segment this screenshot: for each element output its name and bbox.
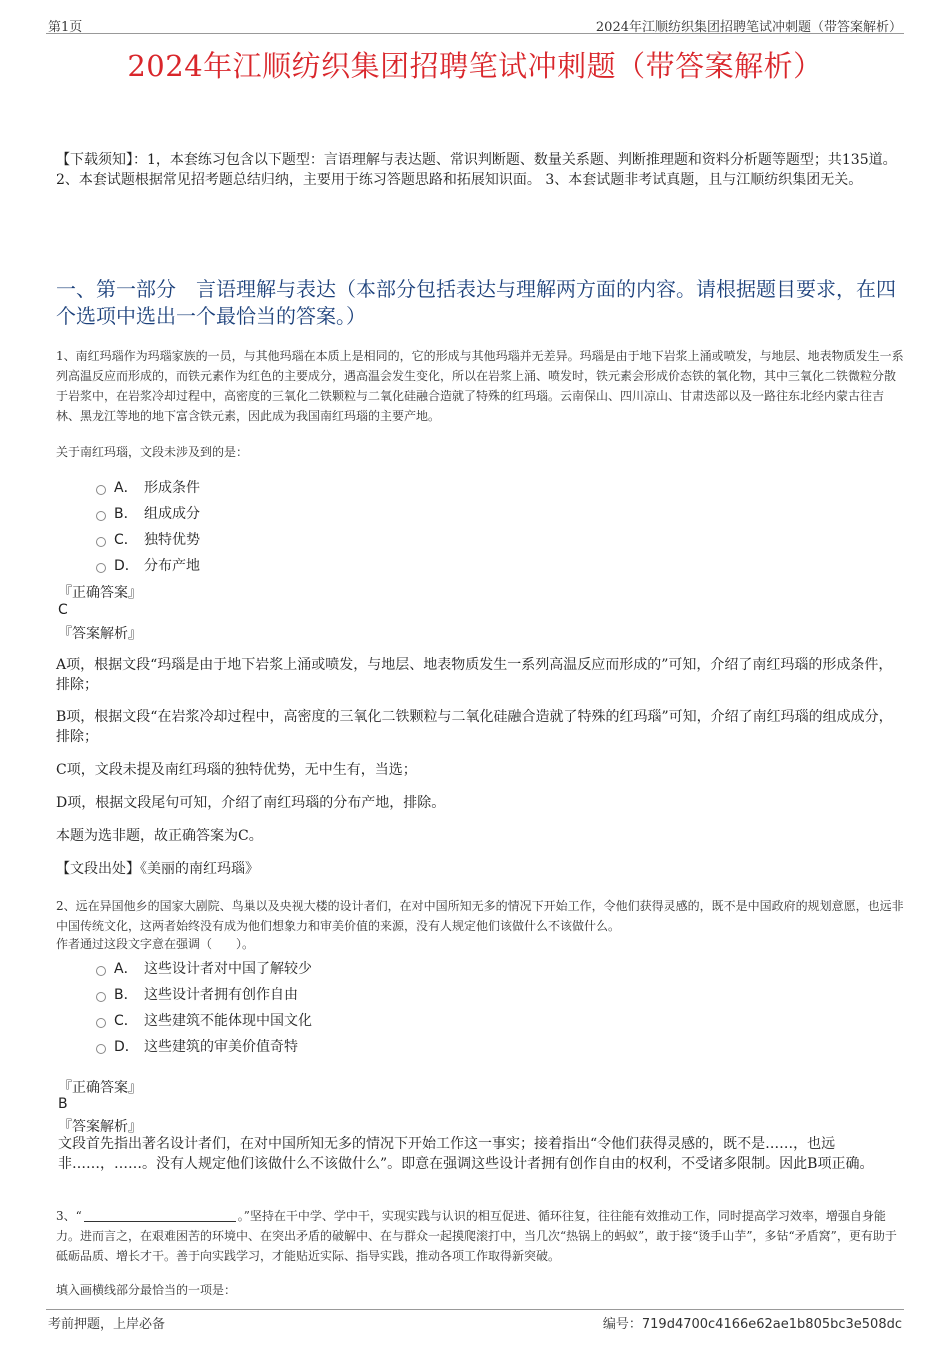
q1-option-b[interactable]: B． 组成成分 <box>96 503 200 523</box>
q2-option-a[interactable]: A． 这些设计者对中国了解较少 <box>96 958 312 978</box>
radio-icon[interactable] <box>96 992 106 1002</box>
header-doc-title: 2024年江顺纺织集团招聘笔试冲刺题（带答案解析） <box>595 20 902 35</box>
q2-answer-label: 『正确答案』 <box>58 1080 142 1096</box>
q1-analysis-d: D项，根据文段尾句可知，介绍了南红玛瑙的分布产地，排除。 <box>56 795 446 811</box>
fill-blank-line <box>84 1208 236 1222</box>
q2-option-c[interactable]: C． 这些建筑不能体现中国文化 <box>96 1010 312 1030</box>
q3-passage-block <box>56 1206 904 1266</box>
footer-divider <box>46 1309 904 1310</box>
q1-source: 【文段出处】《美丽的南红玛瑙》 <box>56 861 259 877</box>
q2-option-d[interactable]: D． 这些建筑的审美价值奇特 <box>96 1036 298 1056</box>
radio-icon[interactable] <box>96 563 106 573</box>
section-heading: 一、第一部分 言语理解与表达（本部分包括表达与理解两方面的内容。请根据题目要求，在四个选项中选出一个最恰当的答案。） <box>56 277 896 328</box>
q1-answer-label: 『正确答案』 <box>58 585 142 601</box>
q3-passage: 。”坚持在干中学、学中干，实现实践与认识的相互促进、循环往复，往往能有效推动工作，同时提高学习效率，增强自身能力。进而言之，在艰难困苦的环境中、在突出矛盾的破解中、在与群众一起摸爬滚打中，当几次“热锅上的蚂蚁”，敢于接“烫手山芋”，多钻“矛盾窝”，更有助于砥砺品质、增长才干。善于向实践学习，才能贴近实际、指导实践，推动各项工作取得新突破。 <box>56 1209 897 1263</box>
q3-prefix: 3、“ <box>56 1209 82 1223</box>
q1-option-d[interactable]: D． 分布产地 <box>96 555 200 575</box>
page-number: 第1页 <box>48 20 83 35</box>
q2-analysis-label: 『答案解析』 <box>58 1119 142 1135</box>
q1-analysis-label: 『答案解析』 <box>58 626 142 642</box>
q1-analysis-a: A项，根据文段“玛瑙是由于地下岩浆上涌或喷发，与地层、地表物质发生一系列高温反应而形成的”可知，介绍了南红玛瑙的形成条件，排除； <box>56 657 893 693</box>
q2-stem: 作者通过这段文字意在强调（ ）。 <box>56 937 255 951</box>
footer-code-value: 719d4700c4166e62ae1b805bc3e508dc <box>641 1317 902 1332</box>
q1-passage: 1、南红玛瑙作为玛瑙家族的一员，与其他玛瑙在本质上是相同的，它的形成与其他玛瑙并无差异。玛瑙是由于地下岩浆上涌或喷发，与地层、地表物质发生一系列高温反应而形成的，而铁元素作为红色的主要成分，遇高温会发生变化，所以在岩浆上涌、喷发时，铁元素会形成价态铁的氧化物，其中三氧化二铁微粒分散于岩浆中，在岩浆冷却过程中，高密度的三氧化二铁颗粒与二氧化硅融合造就了特殊的红玛瑙。云南保山、四川凉山、甘肃迭部以及一路往东北经内蒙古往吉林、黑龙江等地的地下富含铁元素，因此成为我国南红玛瑙的主要产地。 <box>56 349 904 423</box>
q2-option-b[interactable]: B． 这些设计者拥有创作自由 <box>96 984 298 1004</box>
header-divider <box>46 33 904 34</box>
q2-answer: B <box>58 1096 68 1112</box>
radio-icon[interactable] <box>96 1018 106 1028</box>
footer-slogan: 考前押题，上岸必备 <box>48 1317 166 1332</box>
download-notice: 【下载须知】：1，本套练习包含以下题型：言语理解与表达题、常识判断题、数量关系题、判断推理题和资料分析题等题型；共135道。 2、本套试题根据常见招考题总结归纳，主要用于练习答题思路和拓展知识面。 3、本套试题非考试真题，且与江顺纺织集团无关。 <box>56 152 897 188</box>
q1-answer: C <box>58 602 68 618</box>
q1-analysis-c: C项，文段未提及南红玛瑙的独特优势，无中生有，当选； <box>56 762 417 778</box>
radio-icon[interactable] <box>96 966 106 976</box>
q1-option-a[interactable]: A． 形成条件 <box>96 477 200 497</box>
footer-code-label: 编号： <box>602 1317 642 1332</box>
radio-icon[interactable] <box>96 537 106 547</box>
footer-code <box>603 1313 902 1332</box>
radio-icon[interactable] <box>96 485 106 495</box>
q1-conclusion: 本题为选非题，故正确答案为C。 <box>56 828 263 844</box>
q2-analysis: 文段首先指出著名设计者们，在对中国所知无多的情况下开始工作这一事实；接着指出“令他们获得灵感的，既不是……，也远非……，……。没有人规定他们该做什么不该做什么”。即意在强调这些设计者拥有创作自由的权利，不受诸多限制。因此B项正确。 <box>58 1136 874 1172</box>
q1-option-c[interactable]: C． 独特优势 <box>96 529 200 549</box>
document-title: 2024年江顺纺织集团招聘笔试冲刺题（带答案解析） <box>127 49 823 83</box>
q3-stem: 填入画横线部分最恰当的一项是： <box>56 1283 237 1297</box>
radio-icon[interactable] <box>96 511 106 521</box>
q2-passage: 2、远在异国他乡的国家大剧院、鸟巢以及央视大楼的设计者们，在对中国所知无多的情况下开始工作，令他们获得灵感的，既不是中国政府的规划意愿，也远非中国传统文化，这两者始终没有成为他们想象力和审美价值的来源，没有人规定他们该做什么不该做什么。 <box>56 899 904 933</box>
q1-analysis-b: B项，根据文段“在岩浆冷却过程中，高密度的三氧化二铁颗粒与二氧化硅融合造就了特殊的红玛瑙”可知，介绍了南红玛瑙的组成成分，排除； <box>56 709 893 745</box>
radio-icon[interactable] <box>96 1044 106 1054</box>
q1-stem: 关于南红玛瑙，文段未涉及到的是： <box>56 445 249 459</box>
